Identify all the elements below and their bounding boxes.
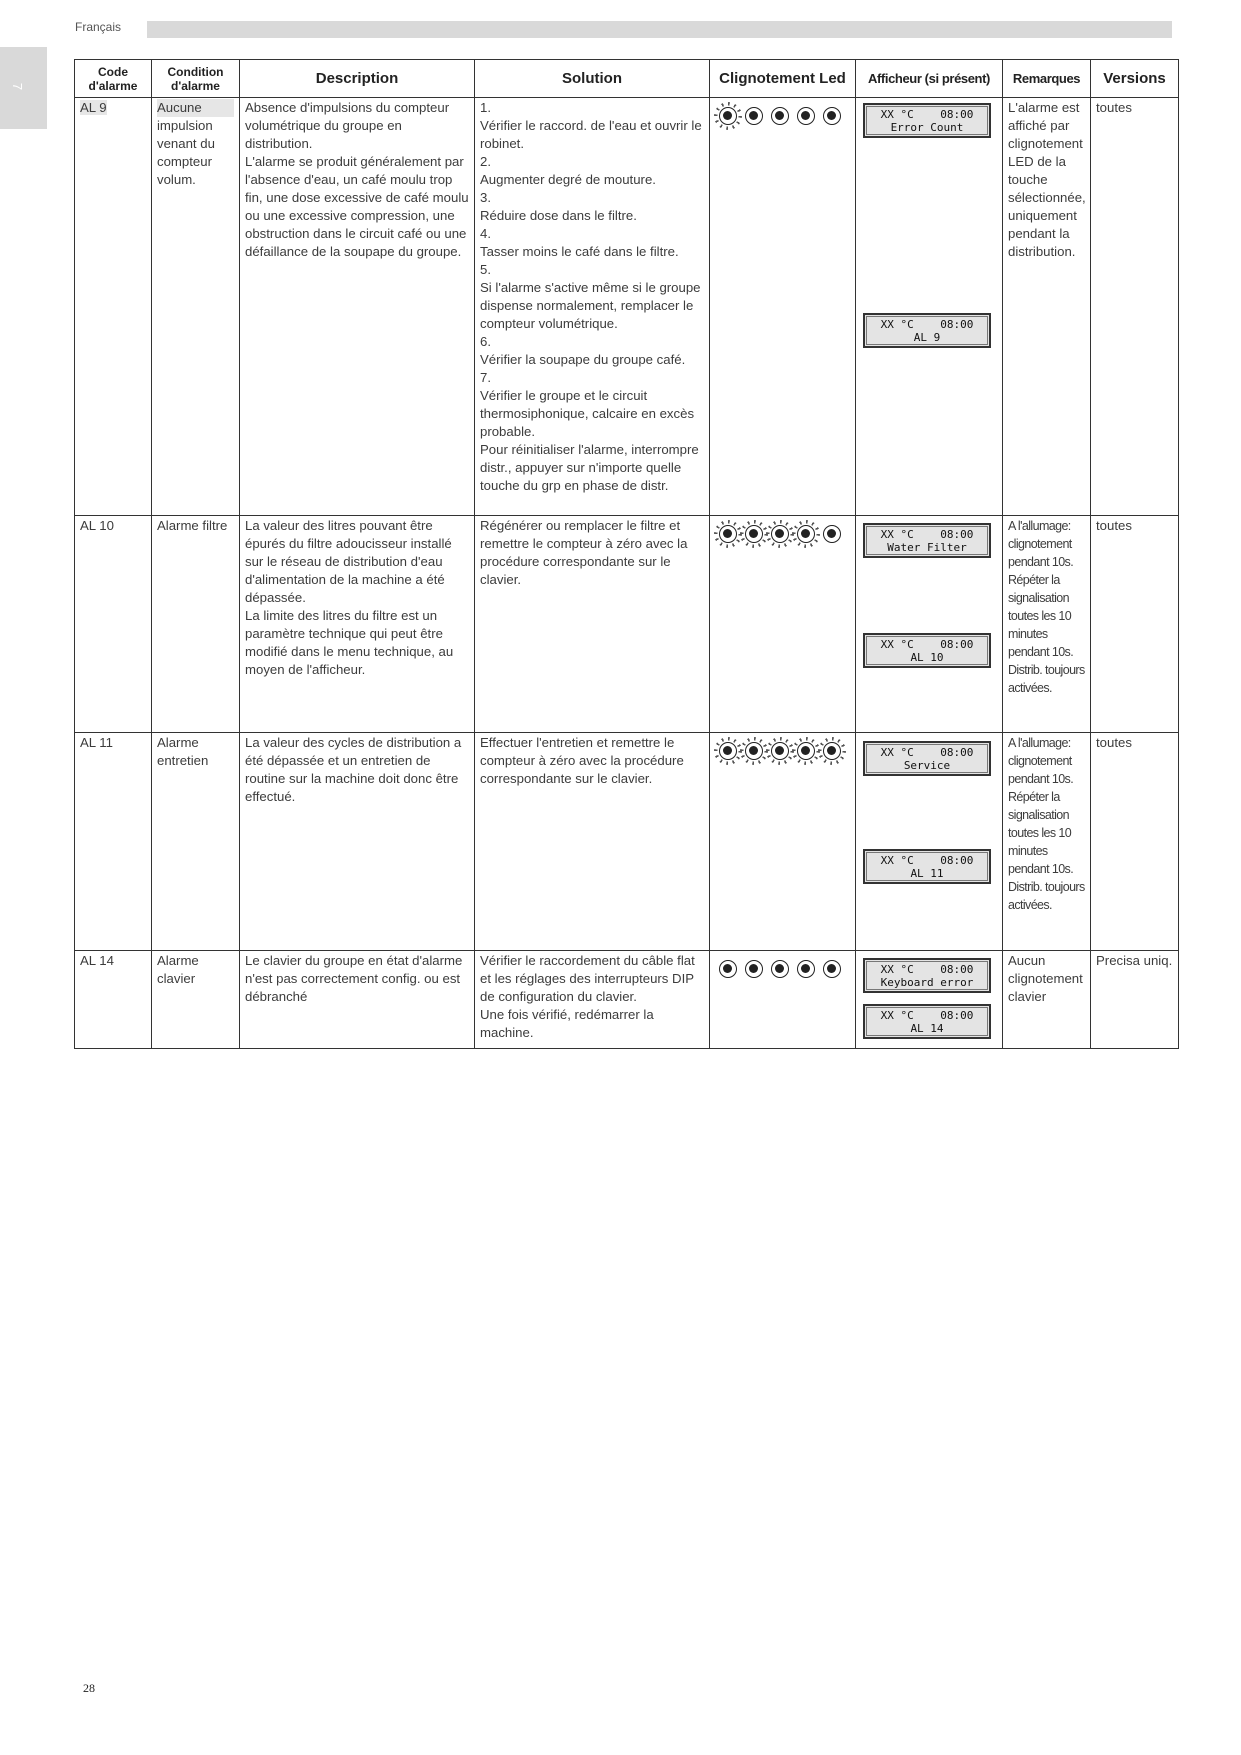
remarks-cell [1003,98,1091,516]
blinking-led-icon [717,105,739,127]
remarks-cell [1003,733,1091,951]
blinking-led-icon [769,740,791,762]
lcd-display-message: XX °C 08:00 Error Count [863,103,991,138]
versions-text: toutes [1096,100,1132,115]
lcd-display-message: XX °C 08:00 Service [863,741,991,776]
col-header-remarks: Remarques [1003,60,1091,98]
col-header-led: Clignotement Led [710,60,856,98]
led-indicators [715,734,850,762]
blinking-led-icon [795,740,817,762]
alarm-condition-cell [152,516,240,733]
display-cell [856,516,1003,733]
versions-cell [1091,951,1179,1049]
solution-line: Réduire dose dans le filtre. [480,208,637,223]
solution-line: Vérifier le groupe et le circuit thermosiphonique, calcaire en excès probable. [480,388,695,439]
solution-cell [475,951,710,1049]
led-indicators [715,99,850,127]
led-indicators [715,517,850,545]
alarm-code-cell [75,516,152,733]
blinking-led-icon [743,523,765,545]
alarm-condition-cell [152,951,240,1049]
alarm-code-cell [75,98,152,516]
lcd-display-code: XX °C 08:00 AL 10 [863,633,991,668]
led-icon [821,958,843,980]
versions-text: Precisa uniq. [1096,953,1173,968]
alarm-condition-cell [152,98,240,516]
table-row [75,733,1179,951]
description-cell [240,516,475,733]
led-cell [710,516,856,733]
alarm-code-cell [75,951,152,1049]
solution-line: 2. [480,154,491,169]
table-row [75,951,1179,1049]
solution-line: 7. [480,370,491,385]
remarks-text: Aucun clignotement clavier [1008,953,1083,1004]
led-icon [795,958,817,980]
display-cell [856,98,1003,516]
lcd-display-message: XX °C 08:00 Keyboard error [863,958,991,993]
solution-line: Si l'alarme s'active même si le groupe dispense normalement, remplacer le compteur volumétrique. [480,280,701,331]
condition-text: Alarme filtre [157,518,228,533]
alarm-code: AL 10 [80,518,114,533]
description-cell [240,98,475,516]
condition-text: impulsion venant du compteur volum. [157,118,215,187]
alarm-code: AL 9 [80,100,107,115]
solution-line: Pour réinitialiser l'alarme, interrompre distr., appuyer sur n'importe quelle touche du grp en phase de distr. [480,442,699,493]
versions-cell [1091,98,1179,516]
blinking-led-icon [795,523,817,545]
display-cell [856,733,1003,951]
led-indicators [715,952,850,980]
blinking-led-icon [769,523,791,545]
language-label: Français [75,20,122,34]
led-icon [821,105,843,127]
col-header-solution: Solution [475,60,710,98]
blinking-led-icon [821,740,843,762]
lcd-display-code: XX °C 08:00 AL 11 [863,849,991,884]
versions-cell [1091,733,1179,951]
solution-line: Vérifier la soupape du groupe café. [480,352,686,367]
led-cell [710,951,856,1049]
description-cell [240,733,475,951]
solution-line: 4. [480,226,491,241]
solution-line: Tasser moins le café dans le filtre. [480,244,679,259]
led-icon [743,105,765,127]
versions-text: toutes [1096,735,1132,750]
led-icon [821,523,843,545]
alarm-table [74,59,1179,1049]
description-paragraph: Le clavier du groupe en état d'alarme n'est pas correctement config. ou est débranché [245,953,463,1004]
description-cell [240,951,475,1049]
solution-cell [475,98,710,516]
led-icon [769,958,791,980]
header-bar [147,21,1172,38]
description-paragraph: Absence d'impulsions du compteur volumétrique du groupe en distribution. [245,100,450,151]
col-header-display: Afficheur (si présent) [856,60,1003,98]
chapter-tab [0,47,47,129]
solution-line: Une fois vérifié, redémarrer la machine. [480,1007,654,1040]
table-row [75,516,1179,733]
lcd-display-code: XX °C 08:00 AL 14 [863,1004,991,1039]
solution-line: 6. [480,334,491,349]
solution-line: Effectuer l'entretien et remettre le compteur à zéro avec la procédure correspondante sur le clavier. [480,735,684,786]
alarm-code-cell [75,733,152,951]
solution-line: Augmenter degré de mouture. [480,172,656,187]
solution-line: 1. [480,100,491,115]
blinking-led-icon [717,523,739,545]
solution-line: 3. [480,190,491,205]
remarks-text: L'alarme est affiché par clignotement LED de la touche sélectionnée, uniquement pendant la distribution. [1008,100,1086,259]
blinking-led-icon [717,740,739,762]
alarm-code: AL 11 [80,735,113,750]
description-paragraph: La valeur des cycles de distribution a été dépassée et un entretien de routine sur la machine doit donc être effectué. [245,735,462,804]
description-paragraph: La limite des litres du filtre est un paramètre technique qui peut être modifié dans le menu technique, au moyen de l'afficheur. [245,608,454,677]
display-cell [856,951,1003,1049]
page-number: 28 [83,1681,95,1695]
condition-text: Alarme entretien [157,735,209,768]
led-icon [743,958,765,980]
solution-cell [475,516,710,733]
versions-cell [1091,516,1179,733]
solution-line: Vérifier le raccord. de l'eau et ouvrir le robinet. [480,118,702,151]
led-icon [769,105,791,127]
led-icon [795,105,817,127]
col-header-versions: Versions [1091,60,1179,98]
alarm-code: AL 14 [80,953,114,968]
description-paragraph: L'alarme se produit généralement par l'absence d'eau, un café moulu trop fin, une dose excessive de café moulu ou une excessive compression, une obstruction dans le circuit café ou une défaillance de la soupape du groupe. [245,154,469,259]
table-row [75,98,1179,516]
solution-line: Régénérer ou remplacer le filtre et remettre le compteur à zéro avec la procédure correspondante sur le clavier. [480,518,688,587]
table-header-row [75,60,1179,98]
led-icon [717,958,739,980]
remarks-text: A l'allumage: clignotement pendant 10s. Répéter la signalisation toutes les 10 minutes pendant 10s. Distrib. toujours activées. [1008,519,1085,695]
remarks-cell [1003,951,1091,1049]
chapter-number: 7 [10,82,26,91]
versions-text: toutes [1096,518,1132,533]
col-header-condition: Condition d'alarme [152,60,240,98]
alarm-condition-cell [152,733,240,951]
blinking-led-icon [743,740,765,762]
solution-line: Vérifier le raccordement du câble flat et les réglages des interrupteurs DIP de configuration du clavier. [480,953,695,1004]
led-cell [710,98,856,516]
remarks-cell [1003,516,1091,733]
remarks-text: A l'allumage: clignotement pendant 10s. Répéter la signalisation toutes les 10 minutes pendant 10s. Distrib. toujours activées. [1008,736,1085,912]
col-header-description: Description [240,60,475,98]
condition-text: Alarme clavier [157,953,199,986]
description-paragraph: La valeur des litres pouvant être épurés du filtre adoucisseur installé sur le réseau de distribution d'eau d'alimentation de la machine a été dépassée. [245,518,452,605]
solution-cell [475,733,710,951]
condition-highlight: Aucune [157,99,234,117]
col-header-code: Code d'alarme [75,60,152,98]
lcd-display-message: XX °C 08:00 Water Filter [863,523,991,558]
solution-line: 5. [480,262,491,277]
led-cell [710,733,856,951]
lcd-display-code: XX °C 08:00 AL 9 [863,313,991,348]
